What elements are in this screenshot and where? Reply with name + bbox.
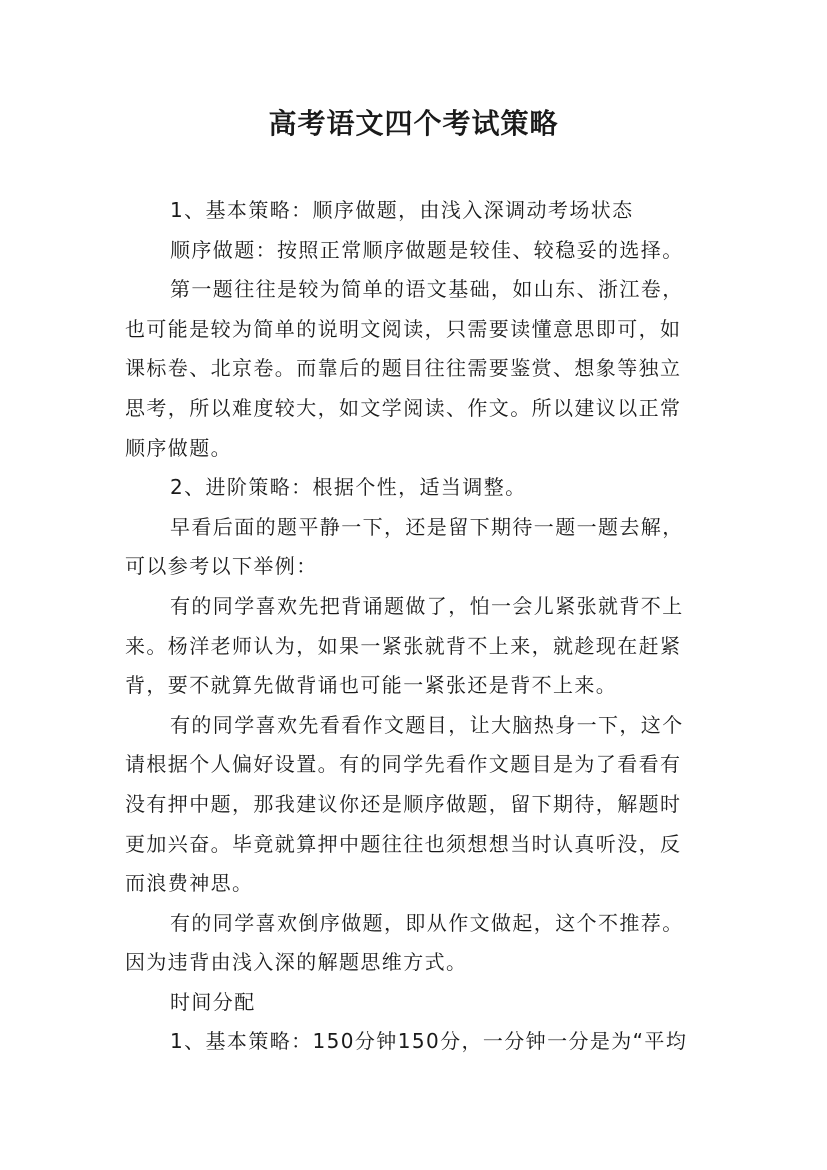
paragraph-line: 有的同学喜欢先看看作文题目，让大脑热身一下，这个 bbox=[170, 712, 684, 737]
paragraph-line: 有的同学喜欢先把背诵题做了，怕一会儿紧张就背不上 bbox=[170, 593, 684, 618]
paragraph-line: 1、基本策略：150分钟150分，一分钟一分是为“平均 bbox=[170, 1029, 688, 1054]
paragraph-line: 第一题往往是较为简单的语文基础，如山东、浙江卷， bbox=[170, 277, 684, 302]
paragraph-line: 早看后面的题平静一下，还是留下期待一题一题去解， bbox=[170, 514, 684, 539]
paragraph-line: 因为违背由浅入深的解题思维方式。 bbox=[125, 950, 468, 975]
paragraph-line: 1、基本策略：顺序做题，由浅入深调动考场状态 bbox=[170, 198, 634, 222]
paragraph-line: 更加兴奋。毕竟就算押中题往往也须想想当时认真听没，反 bbox=[125, 831, 682, 856]
paragraph-line: 可以参考以下举例： bbox=[125, 554, 318, 579]
paragraph-line: 背，要不就算先做背诵也可能一紧张还是背不上来。 bbox=[125, 673, 618, 698]
paragraph-line: 2、进阶策略：根据个性，适当调整。 bbox=[170, 475, 527, 500]
paragraph-line: 思考，所以难度较大，如文学阅读、作文。所以建议以正常 bbox=[125, 395, 682, 420]
paragraph-line: 也可能是较为简单的说明文阅读，只需要读懂意思即可，如 bbox=[125, 316, 682, 341]
paragraph-line: 有的同学喜欢倒序做题，即从作文做起，这个不推荐。 bbox=[170, 910, 684, 935]
paragraph-line: 课标卷、北京卷。而靠后的题目往往需要鉴赏、想象等独立 bbox=[125, 356, 682, 381]
paragraph-line: 没有押中题，那我建议你还是顺序做题，留下期待，解题时 bbox=[125, 791, 682, 816]
paragraph-line: 而浪费神思。 bbox=[125, 871, 254, 896]
paragraph-line: 顺序做题：按照正常顺序做题是较佳、较稳妥的选择。 bbox=[170, 237, 684, 262]
paragraph-line: 来。杨洋老师认为，如果一紧张就背不上来，就趁现在赶紧 bbox=[125, 633, 682, 658]
document-body bbox=[125, 191, 710, 1062]
paragraph-line: 顺序做题。 bbox=[125, 435, 232, 460]
document-title: 高考语文四个考试策略 bbox=[268, 107, 559, 140]
section-heading-line: 时间分配 bbox=[170, 989, 256, 1014]
paragraph-line: 请根据个人偏好设置。有的同学先看作文题目是为了看看有 bbox=[125, 752, 682, 777]
